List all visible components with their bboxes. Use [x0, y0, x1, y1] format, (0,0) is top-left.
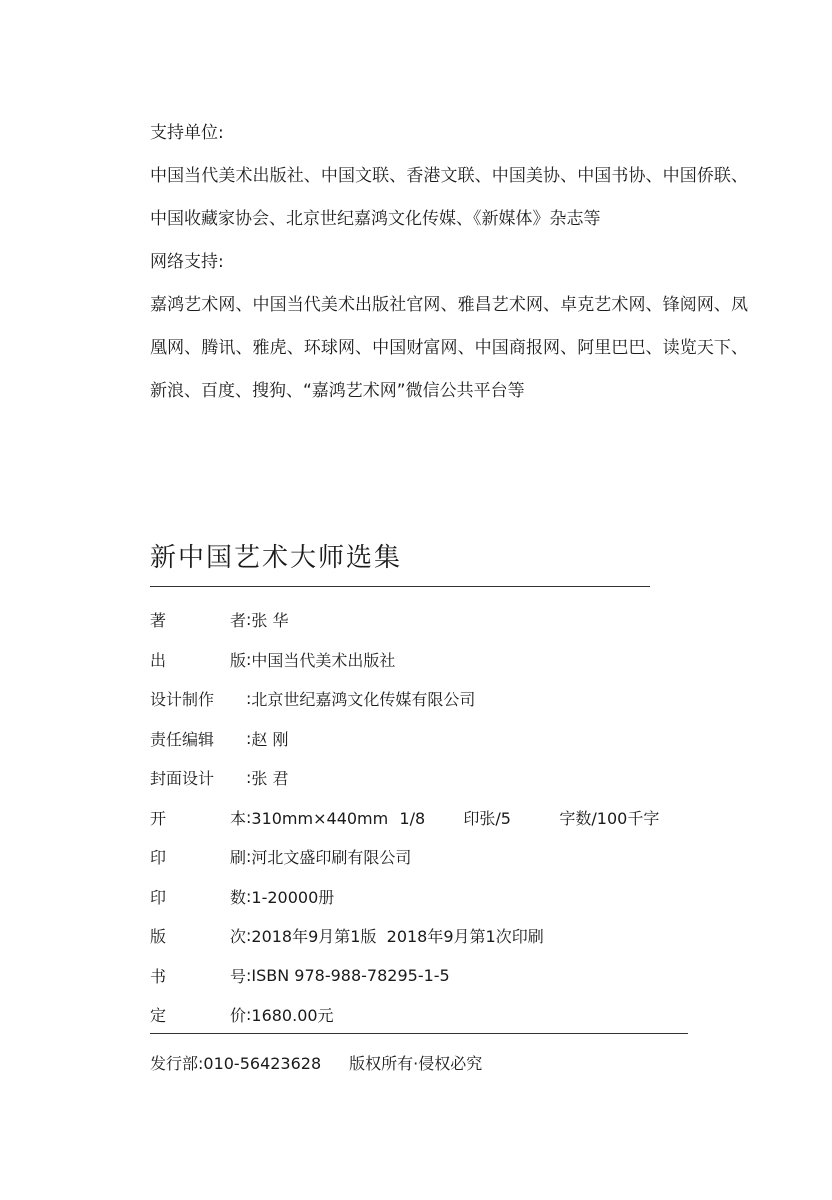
- credit-print-run: [150, 877, 750, 917]
- credit-design: [150, 679, 750, 719]
- credit-format: [150, 798, 750, 838]
- credit-key: 印 数: [150, 887, 246, 907]
- credit-value: 1-20000册: [251, 887, 335, 907]
- format-size: 310mm×440mm: [251, 808, 389, 828]
- credit-value: 中国当代美术出版社: [251, 650, 396, 670]
- title-divider: [150, 586, 650, 587]
- support-units-label: 支持单位:: [150, 123, 224, 143]
- colon: :: [246, 728, 252, 748]
- footer: [150, 1050, 482, 1078]
- colon: :: [246, 965, 252, 985]
- credit-publisher: [150, 640, 750, 680]
- network-support-list: 嘉鸿艺术网、中国当代美术出版社官网、雅昌艺术网、卓克艺术网、锋阅网、凤凰网、腾讯、雅虎、环球网、中国财富网、中国商报网、阿里巴巴、读览天下、新浪、百度、搜狗、“嘉鸿艺术网”微信公共平台等: [150, 295, 748, 401]
- credit-value: 河北文盛印刷有限公司: [251, 848, 412, 868]
- credits-block: [150, 600, 750, 1035]
- colon: :: [246, 649, 252, 669]
- credit-author: [150, 600, 750, 640]
- credit-value: ISBN 978-988-78295-1-5: [251, 965, 450, 985]
- credit-key: 责任编辑: [150, 729, 215, 749]
- support-section: [150, 112, 750, 413]
- credit-value: [251, 806, 659, 829]
- colon: :: [246, 807, 252, 827]
- format-sheets: 印张/5: [463, 808, 511, 828]
- credit-key: 出 版: [150, 650, 246, 670]
- footer-divider: [150, 1033, 688, 1034]
- credit-edition: [150, 916, 750, 956]
- credit-key: 书 号: [150, 966, 246, 986]
- credit-key: 版 次: [150, 927, 246, 947]
- credit-key: 封面设计: [150, 769, 215, 789]
- support-units-list: 中国当代美术出版社、中国文联、香港文联、中国美协、中国书协、中国侨联、中国收藏家协会、北京世纪嘉鸿文化传媒、《新媒体》杂志等: [150, 166, 748, 229]
- credit-value: 2018年9月第1版 2018年9月第1次印刷: [251, 927, 544, 947]
- copyright-notice: 版权所有·侵权必究: [349, 1054, 483, 1073]
- network-support-label: 网络支持:: [150, 252, 224, 272]
- colon: :: [246, 886, 252, 906]
- colon: :: [246, 926, 252, 946]
- colon: :: [246, 847, 252, 867]
- credit-key: 定 价: [150, 1006, 246, 1026]
- distribution-phone: 发行部:010-56423628: [150, 1054, 322, 1073]
- credit-value: 张 君: [251, 769, 289, 789]
- credit-editor: [150, 719, 750, 759]
- format-words: 字数/100千字: [559, 808, 660, 828]
- colon: :: [246, 689, 252, 709]
- colon: :: [246, 1005, 252, 1025]
- credit-value: 北京世纪嘉鸿文化传媒有限公司: [251, 690, 476, 710]
- book-title: 新中国艺术大师选集: [150, 543, 403, 573]
- colon: :: [246, 768, 252, 788]
- format-fold: 1/8: [399, 808, 426, 828]
- credit-printer: [150, 837, 750, 877]
- credit-value: 1680.00元: [251, 1006, 334, 1026]
- credit-key: 开 本: [150, 808, 246, 828]
- credit-key: 设计制作: [150, 690, 215, 710]
- credit-cover: [150, 758, 750, 798]
- credit-value: 赵 刚: [251, 729, 289, 749]
- credit-price: [150, 995, 750, 1035]
- credit-isbn: [150, 956, 750, 996]
- credit-key: 印 刷: [150, 848, 246, 868]
- credit-key: 著 者: [150, 611, 246, 631]
- credit-value: 张 华: [251, 611, 289, 631]
- colon: :: [246, 610, 252, 630]
